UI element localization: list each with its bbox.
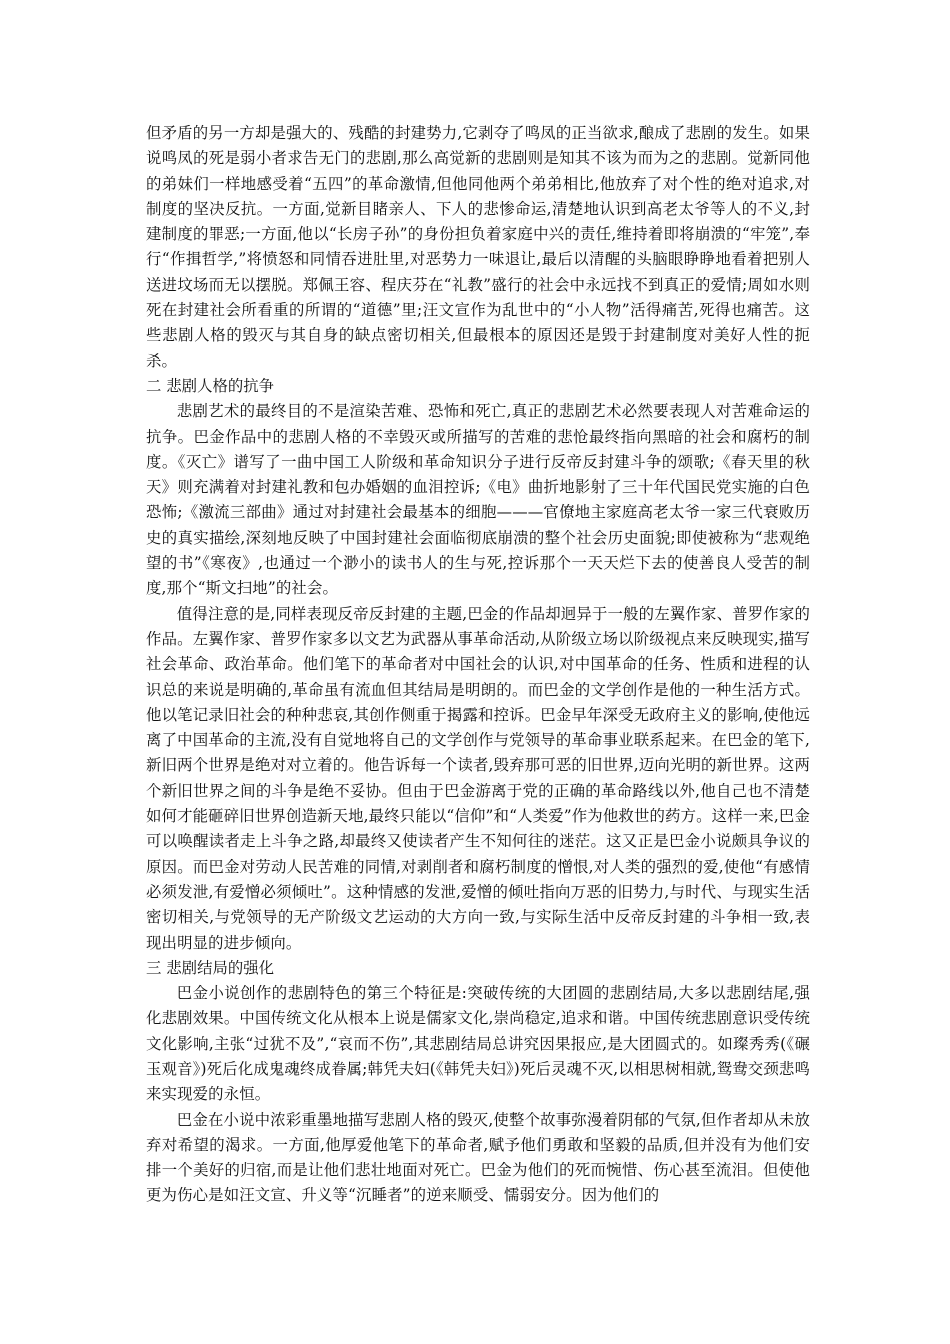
paragraph: 巴金小说创作的悲剧特色的第三个特征是:突破传统的大团圆的悲剧结局,大多以悲剧结尾,强化悲剧效果。中国传统文化从根本上说是儒家文化,崇尚稳定,追求和谐。中国传统悲剧意识受传统文化影响,主张“过犹不及”,“哀而不伤”,其悲剧结局总讲究因果报应,是大团圆式的。如璨秀秀(《碾玉观音》)死后化成鬼魂终成眷属;韩凭夫妇(《韩凭夫妇》)死后灵魂不灭,以相思树相就,鸳鸯交颈悲鸣来实现爱的永恒。 xyxy=(146,984,810,1104)
paragraph: 悲剧艺术的最终目的不是渲染苦难、恐怖和死亡,真正的悲剧艺术必然要表现人对苦难命运的抗争。巴金作品中的悲剧人格的不幸毁灭或所描写的苦难的悲怆最终指向黑暗的社会和腐朽的制度。《灭亡》谱写了一曲中国工人阶级和革命知识分子进行反帝反封建斗争的颂歌;《春天里的秋天》则充满着对封建礼教和包办婚姻的血泪控诉;《电》曲折地影射了三十年代国民党实施的白色恐怖;《激流三部曲》通过对封建社会最基本的细胞———官僚地主家庭高老太爷一家三代衰败历史的真实描绘,深刻地反映了中国封建社会面临彻底崩溃的整个社会历史面貌;即使被称为“悲观绝望的书”《寒夜》,也通过一个渺小的读书人的生与死,控诉那个一天天烂下去的使善良人受苦的制度,那个“斯文扫地”的社会。 xyxy=(146,402,810,598)
section-heading-3: 三 悲剧结局的强化 xyxy=(146,958,275,977)
section-heading-2: 二 悲剧人格的抗争 xyxy=(146,376,275,395)
paragraph-continued: 但矛盾的另一方却是强大的、残酷的封建势力,它剥夺了鸣凤的正当欲求,酿成了悲剧的发生。如果说鸣凤的死是弱小者求告无门的悲剧,那么高觉新的悲剧则是知其不该为而为之的悲剧。觉新同他的弟妹们一样地感受着“五四”的革命激情,但他同他两个弟弟相比,他放弃了对个性的绝对追求,对制度的坚决反抗。一方面,觉新目睹亲人、下人的悲惨命运,清楚地认识到高老太爷等人的不义,封建制度的罪恶;一方面,他以“长房子孙”的身份担负着家庭中兴的责任,维持着即将崩溃的“牢笼”,奉行“作揖哲学,”将愤怒和同情吞进肚里,对恶势力一味退让,最后以清醒的头脑眼睁睁地看着把别人送进坟场而无以摆脱。郑佩王容、程庆芬在“礼教”盛行的社会中永远找不到真正的爱情;周如水则死在封建社会所看重的所谓的“道德”里;汪文宣作为乱世中的“小人物”活得痛苦,死得也痛苦。这些悲剧人格的毁灭与其自身的缺点密切相关,但最根本的原因还是毁于封建制度对美好人性的扼杀。 xyxy=(146,124,810,370)
paragraph: 巴金在小说中浓彩重墨地描写悲剧人格的毁灭,使整个故事弥漫着阴郁的气氛,但作者却从未放弃对希望的渴求。一方面,他厚爱他笔下的革命者,赋予他们勇敢和坚毅的品质,但并没有为他们安排一个美好的归宿,而是让他们悲壮地面对死亡。巴金为他们的死而惋惜、伤心甚至流泪。但使他更为伤心是如汪文宣、升义等“沉睡者”的逆来顺受、懦弱安分。因为他们的 xyxy=(146,1110,810,1205)
paragraph: 值得注意的是,同样表现反帝反封建的主题,巴金的作品却迥异于一般的左翼作家、普罗作家的作品。左翼作家、普罗作家多以文艺为武器从事革命活动,从阶级立场以阶级视点来反映现实,描写社会革命、政治革命。他们笔下的革命者对中国社会的认识,对中国革命的任务、性质和进程的认识总的来说是明确的,革命虽有流血但其结局是明朗的。而巴金的文学创作是他的一种生活方式。他以笔记录旧社会的种种悲哀,其创作侧重于揭露和控诉。巴金早年深受无政府主义的影响,使他远离了中国革命的主流,没有自觉地将自己的文学创作与党领导的革命事业联系起来。在巴金的笔下,新旧两个世界是绝对对立着的。他告诉每一个读者,毁弃那可恶的旧世界,迈向光明的新世界。这两个新旧世界之间的斗争是绝不妥协。但由于巴金游离于党的正确的革命路线以外,他自己也不清楚如何才能砸碎旧世界创造新天地,最终只能以“信仰”和“人类爱”作为他救世的药方。这样一来,巴金可以唤醒读者走上斗争之路,却最终又使读者产生不知何往的迷茫。这又正是巴金小说颇具争议的原因。而巴金对劳动人民苦难的同情,对剥削者和腐朽制度的憎恨,对人类的强烈的爱,使他“有感情必须发泄,有爱憎必须倾吐”。这种情感的发泄,爱憎的倾吐指向万恶的旧势力,与时代、与现实生活密切相关,与党领导的无产阶级文艺运动的大方向一致,与实际生活中反帝反封建的斗争相一致,表现出明显的进步倾向。 xyxy=(146,604,810,952)
document-page xyxy=(146,121,810,1209)
